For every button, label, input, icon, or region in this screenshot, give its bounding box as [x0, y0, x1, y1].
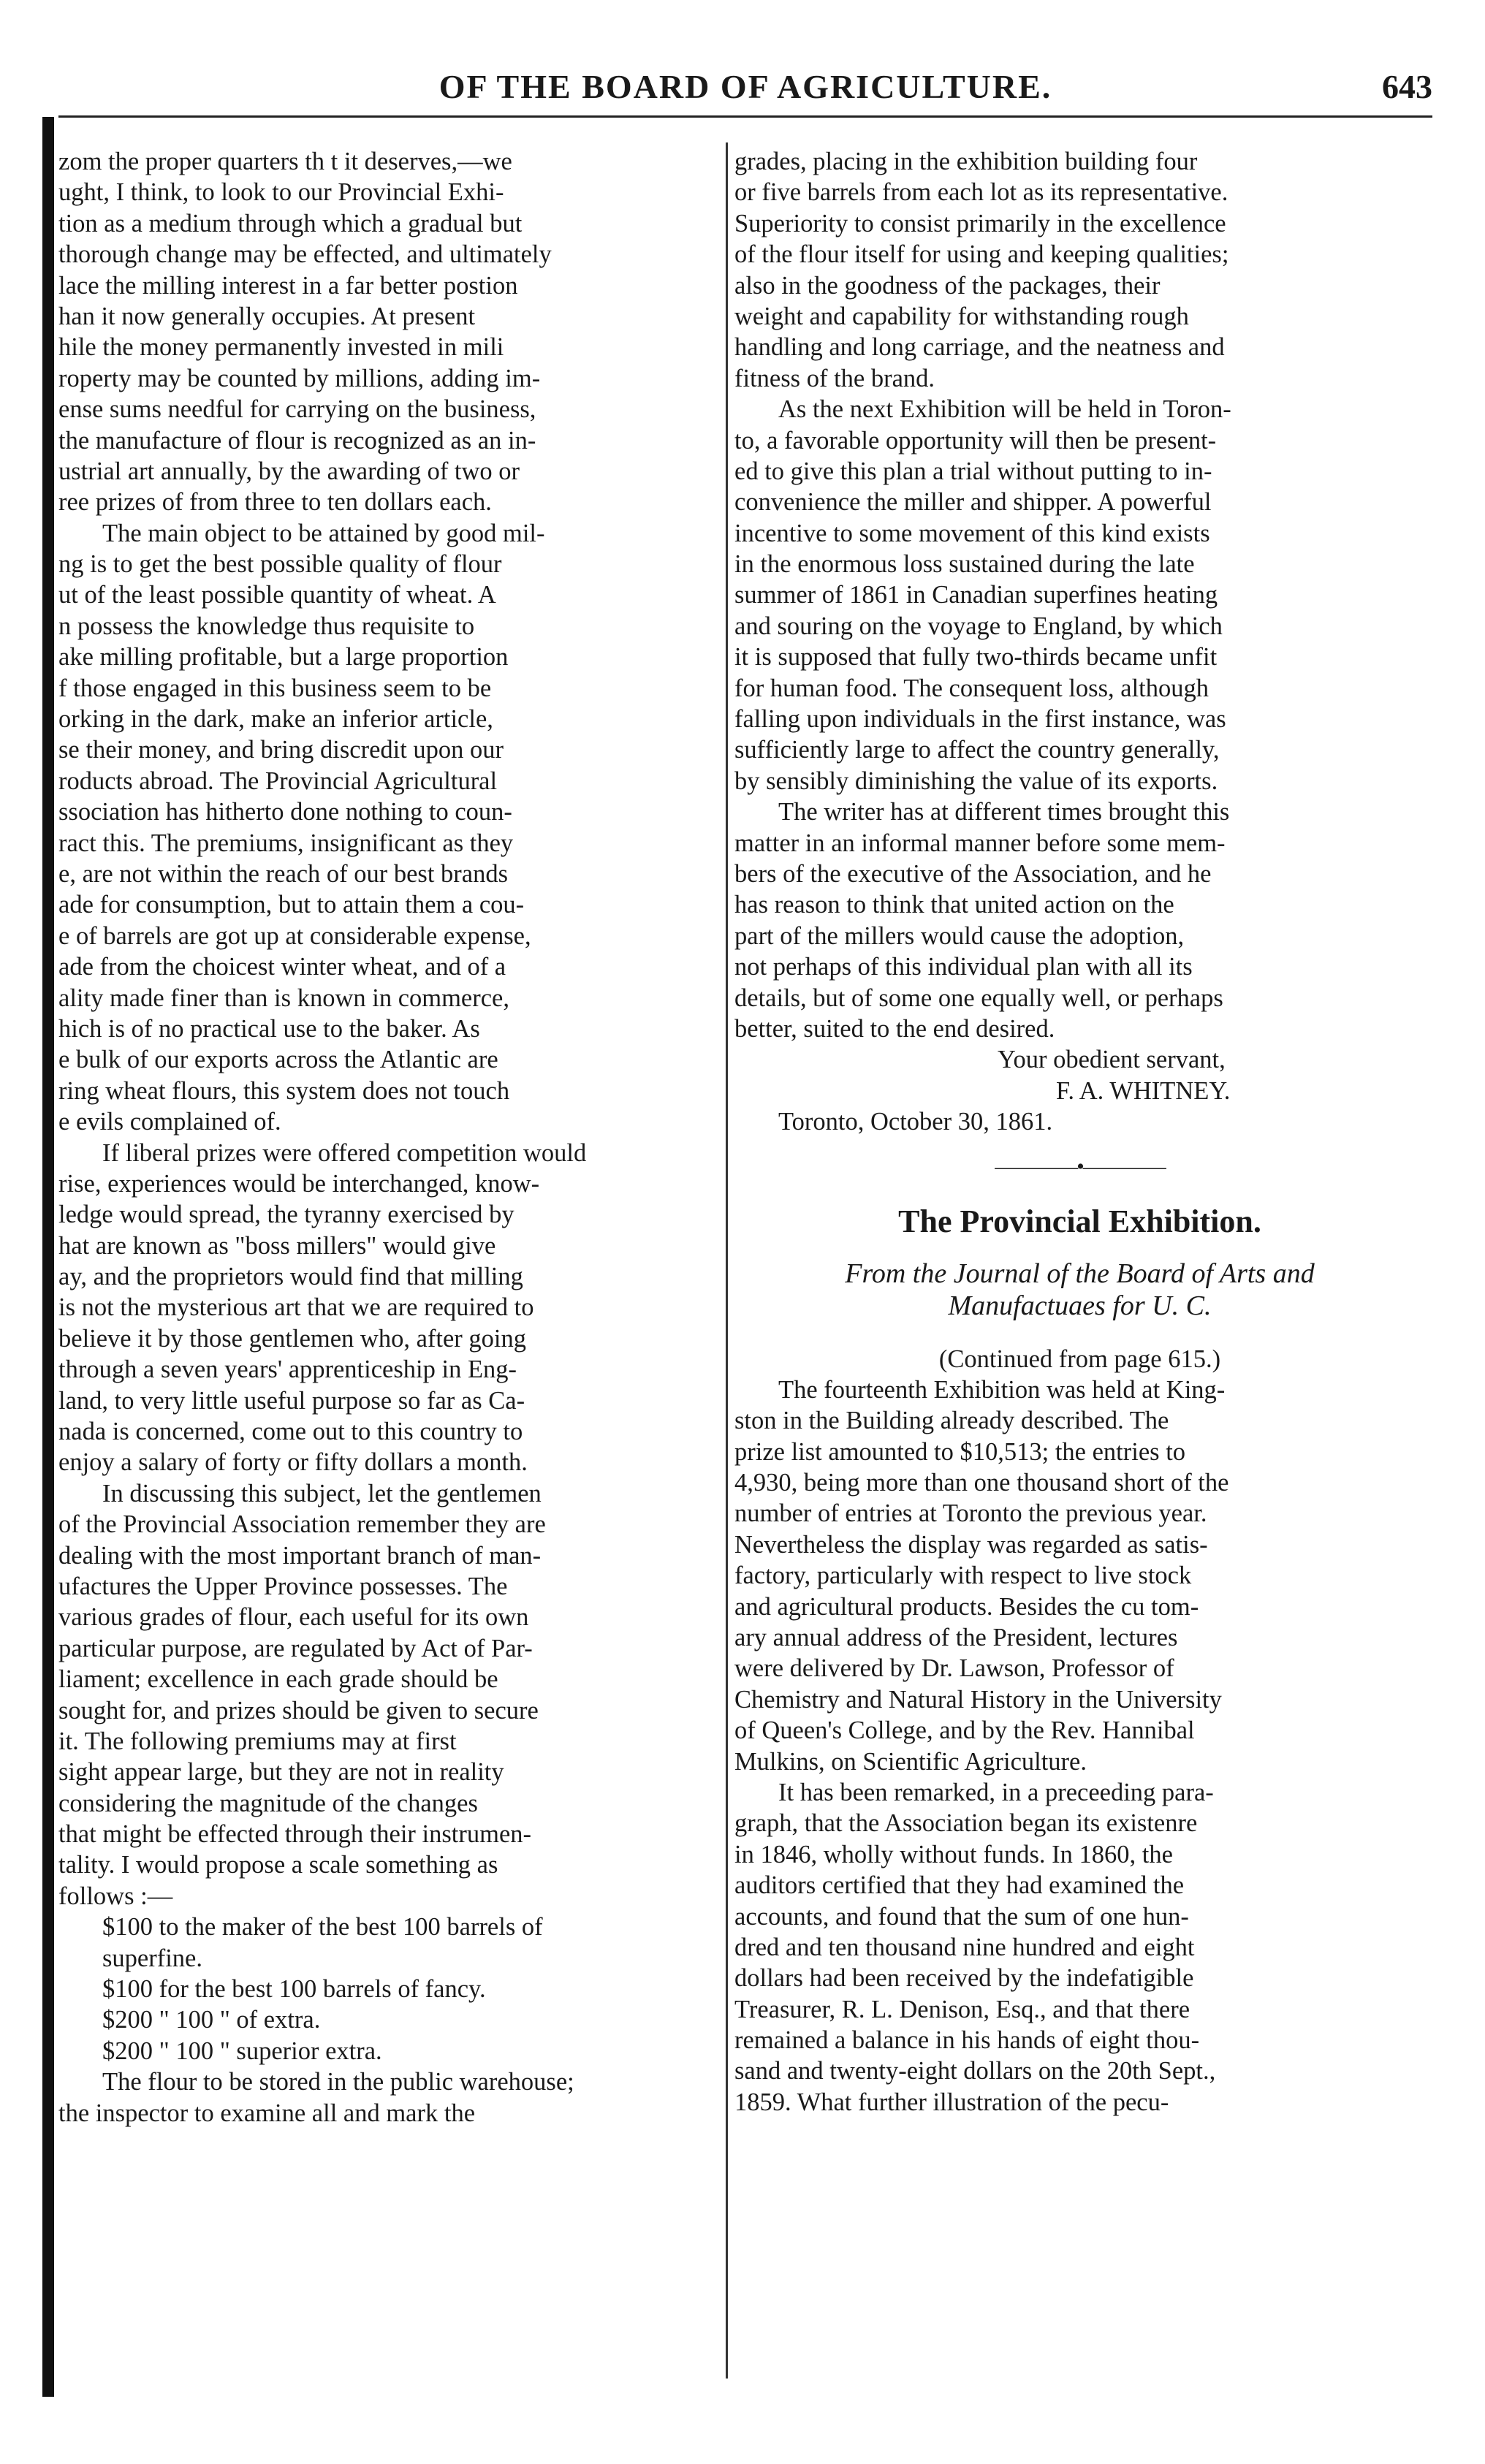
text-line: fitness of the brand. — [734, 364, 935, 392]
text-line: ledge would spread, the tyranny exercised by — [58, 1201, 514, 1229]
text-line: were delivered by Dr. Lawson, Professor of — [734, 1654, 1174, 1683]
text-line: $100 to the maker of the best 100 barrels of — [102, 1913, 543, 1942]
text-line: The writer has at different times brought this — [778, 798, 1230, 826]
text-line: not perhaps of this individual plan with all its — [734, 953, 1193, 981]
text-line: and agricultural products. Besides the cu tom- — [734, 1592, 1199, 1621]
text-line: It has been remarked, in a preceeding para- — [778, 1778, 1214, 1806]
text-line: ught, I think, to look to our Provincial Exhi- — [58, 178, 504, 207]
spacer — [734, 1247, 1425, 1258]
text-line: auditors certified that they had examined the — [734, 1871, 1185, 1900]
text-line: orking in the dark, make an inferior article, — [58, 705, 493, 734]
text-line: f those engaged in this business seem to be — [58, 674, 492, 702]
text-line: Treasurer, R. L. Denison, Esq., and that there — [734, 1995, 1190, 2023]
text-line: accounts, and found that the sum of one hun- — [734, 1902, 1189, 1931]
text-line: Chemistry and Natural History in the University — [734, 1685, 1222, 1714]
text-line: ufactures the Upper Province possesses. The — [58, 1572, 508, 1600]
text-line: handling and long carriage, and the neatness and — [734, 333, 1225, 362]
text-line: tality. I would propose a scale something as — [58, 1851, 498, 1879]
binding-edge-shadow — [42, 117, 54, 2397]
text-line: rise, experiences would be interchanged, know- — [58, 1169, 540, 1198]
text-line: of Queen's College, and by the Rev. Hannibal — [734, 1716, 1195, 1745]
text-line: thorough change may be effected, and ultimately — [58, 240, 552, 269]
text-line: tion as a medium through which a gradual but — [58, 209, 523, 237]
signature-date: Toronto, October 30, 1861. — [778, 1108, 1053, 1136]
text-line: dollars had been received by the indefatigible — [734, 1964, 1194, 1993]
article-source-line-2: Manufactuaes for U. C. — [948, 1290, 1212, 1321]
text-line: In discussing this subject, let the gentlemen — [102, 1479, 542, 1507]
signature-name: F. A. WHITNEY. — [1056, 1076, 1231, 1105]
text-line: follows :— — [58, 1882, 173, 1910]
text-line: by sensibly diminishing the value of its exports. — [734, 767, 1218, 795]
text-line: various grades of flour, each useful for its own — [58, 1603, 529, 1632]
text-line: se their money, and bring discredit upon our — [58, 736, 504, 764]
text-line: for human food. The consequent loss, although — [734, 674, 1209, 702]
text-line: roperty may be counted by millions, adding im- — [58, 364, 541, 392]
right-column-letter-text — [734, 146, 1425, 1044]
header-title: OF THE BOARD OF AGRICULTURE. — [438, 68, 1052, 105]
text-line: and souring on the voyage to England, by which — [734, 612, 1223, 640]
text-line: $100 for the best 100 barrels of fancy. — [102, 1975, 486, 2004]
text-line: in the enormous loss sustained during the late — [734, 550, 1195, 579]
text-line: ary annual address of the President, lectures — [734, 1624, 1178, 1652]
text-line: sought for, and prizes should be given to secure — [58, 1696, 539, 1725]
text-line: 4,930, being more than one thousand short of the — [734, 1469, 1229, 1497]
text-line: that might be effected through their instrumen- — [58, 1820, 532, 1849]
text-line: The fourteenth Exhibition was held at King- — [778, 1375, 1226, 1404]
text-line: prize list amounted to $10,513; the entries to — [734, 1437, 1186, 1466]
text-line: sight appear large, but they are not in reality — [58, 1758, 504, 1787]
text-line: ay, and the proprietors would find that milling — [58, 1263, 523, 1291]
text-line: ade for consumption, but to attain them a cou- — [58, 891, 525, 919]
text-line: ade from the choicest winter wheat, and of a — [58, 953, 506, 981]
text-line: ng is to get the best possible quality of flour — [58, 550, 502, 579]
text-line: of the Provincial Association remember they are — [58, 1510, 546, 1539]
text-line: n possess the knowledge thus requisite to — [58, 612, 475, 640]
text-line: it. The following premiums may at first — [58, 1727, 457, 1755]
text-line: $200 " 100 " of extra. — [102, 2006, 321, 2034]
closing-salutation: Your obedient servant, — [998, 1046, 1226, 1074]
text-line: e, are not within the reach of our best brands — [58, 859, 509, 888]
text-line: convenience the miller and shipper. A powerful — [734, 488, 1212, 517]
text-line: better, suited to the end desired. — [734, 1014, 1055, 1043]
text-line: ssociation has hitherto done nothing to coun- — [58, 798, 512, 826]
text-line: considering the magnitude of the changes — [58, 1789, 478, 1817]
text-line: 1859. What further illustration of the pecu- — [734, 2088, 1169, 2116]
text-line: land, to very little useful purpose so far as Ca- — [58, 1386, 525, 1415]
text-line: factory, particularly with respect to live stock — [734, 1562, 1192, 1590]
text-line: dealing with the most important branch of man- — [58, 1541, 542, 1570]
text-line: $200 " 100 " superior extra. — [102, 2037, 382, 2065]
text-line: ring wheat flours, this system does not touch — [58, 1076, 510, 1105]
text-line: ract this. The premiums, insignificant as they — [58, 829, 514, 857]
text-line: If liberal prizes were offered competition would — [102, 1138, 587, 1167]
text-line: falling upon individuals in the first instance, was — [734, 705, 1226, 734]
text-line: it is supposed that fully two-thirds became unfit — [734, 643, 1218, 672]
text-line: graph, that the Association began its existenre — [734, 1809, 1198, 1838]
text-line: matter in an informal manner before some mem- — [734, 829, 1226, 857]
text-line: through a seven years' apprenticeship in Eng- — [58, 1355, 517, 1384]
text-line: the manufacture of flour is recognized as an in- — [58, 426, 536, 455]
article-title: The Provincial Exhibition. — [898, 1203, 1261, 1239]
text-line: weight and capability for withstanding rough — [734, 302, 1189, 330]
text-line: ut of the least possible quantity of wheat. A — [58, 581, 496, 609]
text-line: ston in the Building already described. The — [734, 1407, 1169, 1435]
text-line: summer of 1861 in Canadian superfines heating — [734, 581, 1218, 609]
header-rule — [58, 115, 1432, 118]
text-line: in 1846, wholly without funds. In 1860, the — [734, 1840, 1173, 1868]
text-line: number of entries at Toronto the previous year. — [734, 1499, 1207, 1528]
text-line: hile the money permanently invested in mili — [58, 333, 504, 362]
article-source-line-1: From the Journal of the Board of Arts and — [845, 1258, 1315, 1289]
right-column — [734, 146, 1425, 2118]
spacer — [734, 1322, 1425, 1344]
page-number: 643 — [1382, 68, 1432, 105]
text-line: e evils complained of. — [58, 1108, 281, 1136]
text-line: to, a favorable opportunity will then be present- — [734, 426, 1217, 455]
right-column-article-text — [734, 1374, 1425, 2118]
text-line: of the flour itself for using and keeping qualities; — [734, 240, 1229, 269]
text-line: Mulkins, on Scientific Agriculture. — [734, 1747, 1087, 1776]
section-separator: ————•———— — [995, 1154, 1165, 1179]
text-line: hich is of no practical use to the baker. As — [58, 1014, 480, 1043]
text-line: or five barrels from each lot as its representative. — [734, 178, 1228, 207]
text-line: details, but of some one equally well, or perhaps — [734, 984, 1223, 1012]
column-divider — [726, 142, 728, 2379]
spacer — [734, 1138, 1425, 1148]
text-line: sufficiently large to affect the country generally, — [734, 736, 1220, 764]
text-line: ed to give this plan a trial without putting to in- — [734, 457, 1212, 485]
text-line: e bulk of our exports across the Atlantic are — [58, 1046, 498, 1074]
text-line: also in the goodness of the packages, their — [734, 271, 1161, 300]
text-line: remained a balance in his hands of eight thou- — [734, 2026, 1200, 2055]
continued-note: (Continued from page 615.) — [938, 1345, 1221, 1373]
text-line: liament; excellence in each grade should be — [58, 1665, 498, 1694]
text-line: nada is concerned, come out to this country to — [58, 1418, 523, 1446]
text-line: believe it by those gentlemen who, after going — [58, 1324, 526, 1353]
text-line: has reason to think that united action on the — [734, 891, 1174, 919]
text-line: incentive to some movement of this kind exists — [734, 519, 1210, 547]
text-line: bers of the executive of the Association, and he — [734, 859, 1212, 888]
text-line: sand and twenty-eight dollars on the 20th Sept., — [734, 2057, 1216, 2085]
text-line: superfine. — [102, 1944, 202, 1972]
text-line: As the next Exhibition will be held in Toron- — [778, 395, 1231, 424]
text-line: the inspector to examine all and mark the — [58, 2099, 476, 2127]
text-line: part of the millers would cause the adoption, — [734, 921, 1185, 950]
text-line: hat are known as "boss millers" would give — [58, 1231, 496, 1260]
text-line: ake milling profitable, but a large proportion — [58, 643, 509, 672]
text-line: lace the milling interest in a far better postion — [58, 271, 518, 300]
text-line: roducts abroad. The Provincial Agricultural — [58, 767, 498, 795]
text-line: The flour to be stored in the public warehouse; — [102, 2068, 574, 2096]
spacer — [734, 1186, 1425, 1196]
text-line: grades, placing in the exhibition building four — [734, 148, 1198, 175]
text-line: Nevertheless the display was regarded as satis- — [734, 1530, 1208, 1559]
text-line: particular purpose, are regulated by Act of Par- — [58, 1634, 533, 1662]
text-line: ustrial art annually, by the awarding of two or — [58, 457, 520, 485]
text-line: e of barrels are got up at considerable expense, — [58, 921, 531, 950]
text-line: zom the proper quarters th t it deserves,—we — [58, 148, 512, 175]
text-line: ality made finer than is known in commerce, — [58, 984, 509, 1012]
text-line: is not the mysterious art that we are required to — [58, 1293, 534, 1322]
text-line: enjoy a salary of forty or fifty dollars a month. — [58, 1448, 528, 1477]
text-line: Superiority to consist primarily in the excellence — [734, 209, 1226, 237]
running-header — [58, 67, 1432, 111]
text-line: ense sums needful for carrying on the business, — [58, 395, 536, 424]
text-line: dred and ten thousand nine hundred and eight — [734, 1933, 1195, 1961]
text-line: ree prizes of from three to ten dollars each. — [58, 488, 492, 517]
left-column — [58, 146, 705, 2129]
text-line: The main object to be attained by good mil- — [102, 519, 545, 547]
text-line: han it now generally occupies. At present — [58, 302, 476, 330]
